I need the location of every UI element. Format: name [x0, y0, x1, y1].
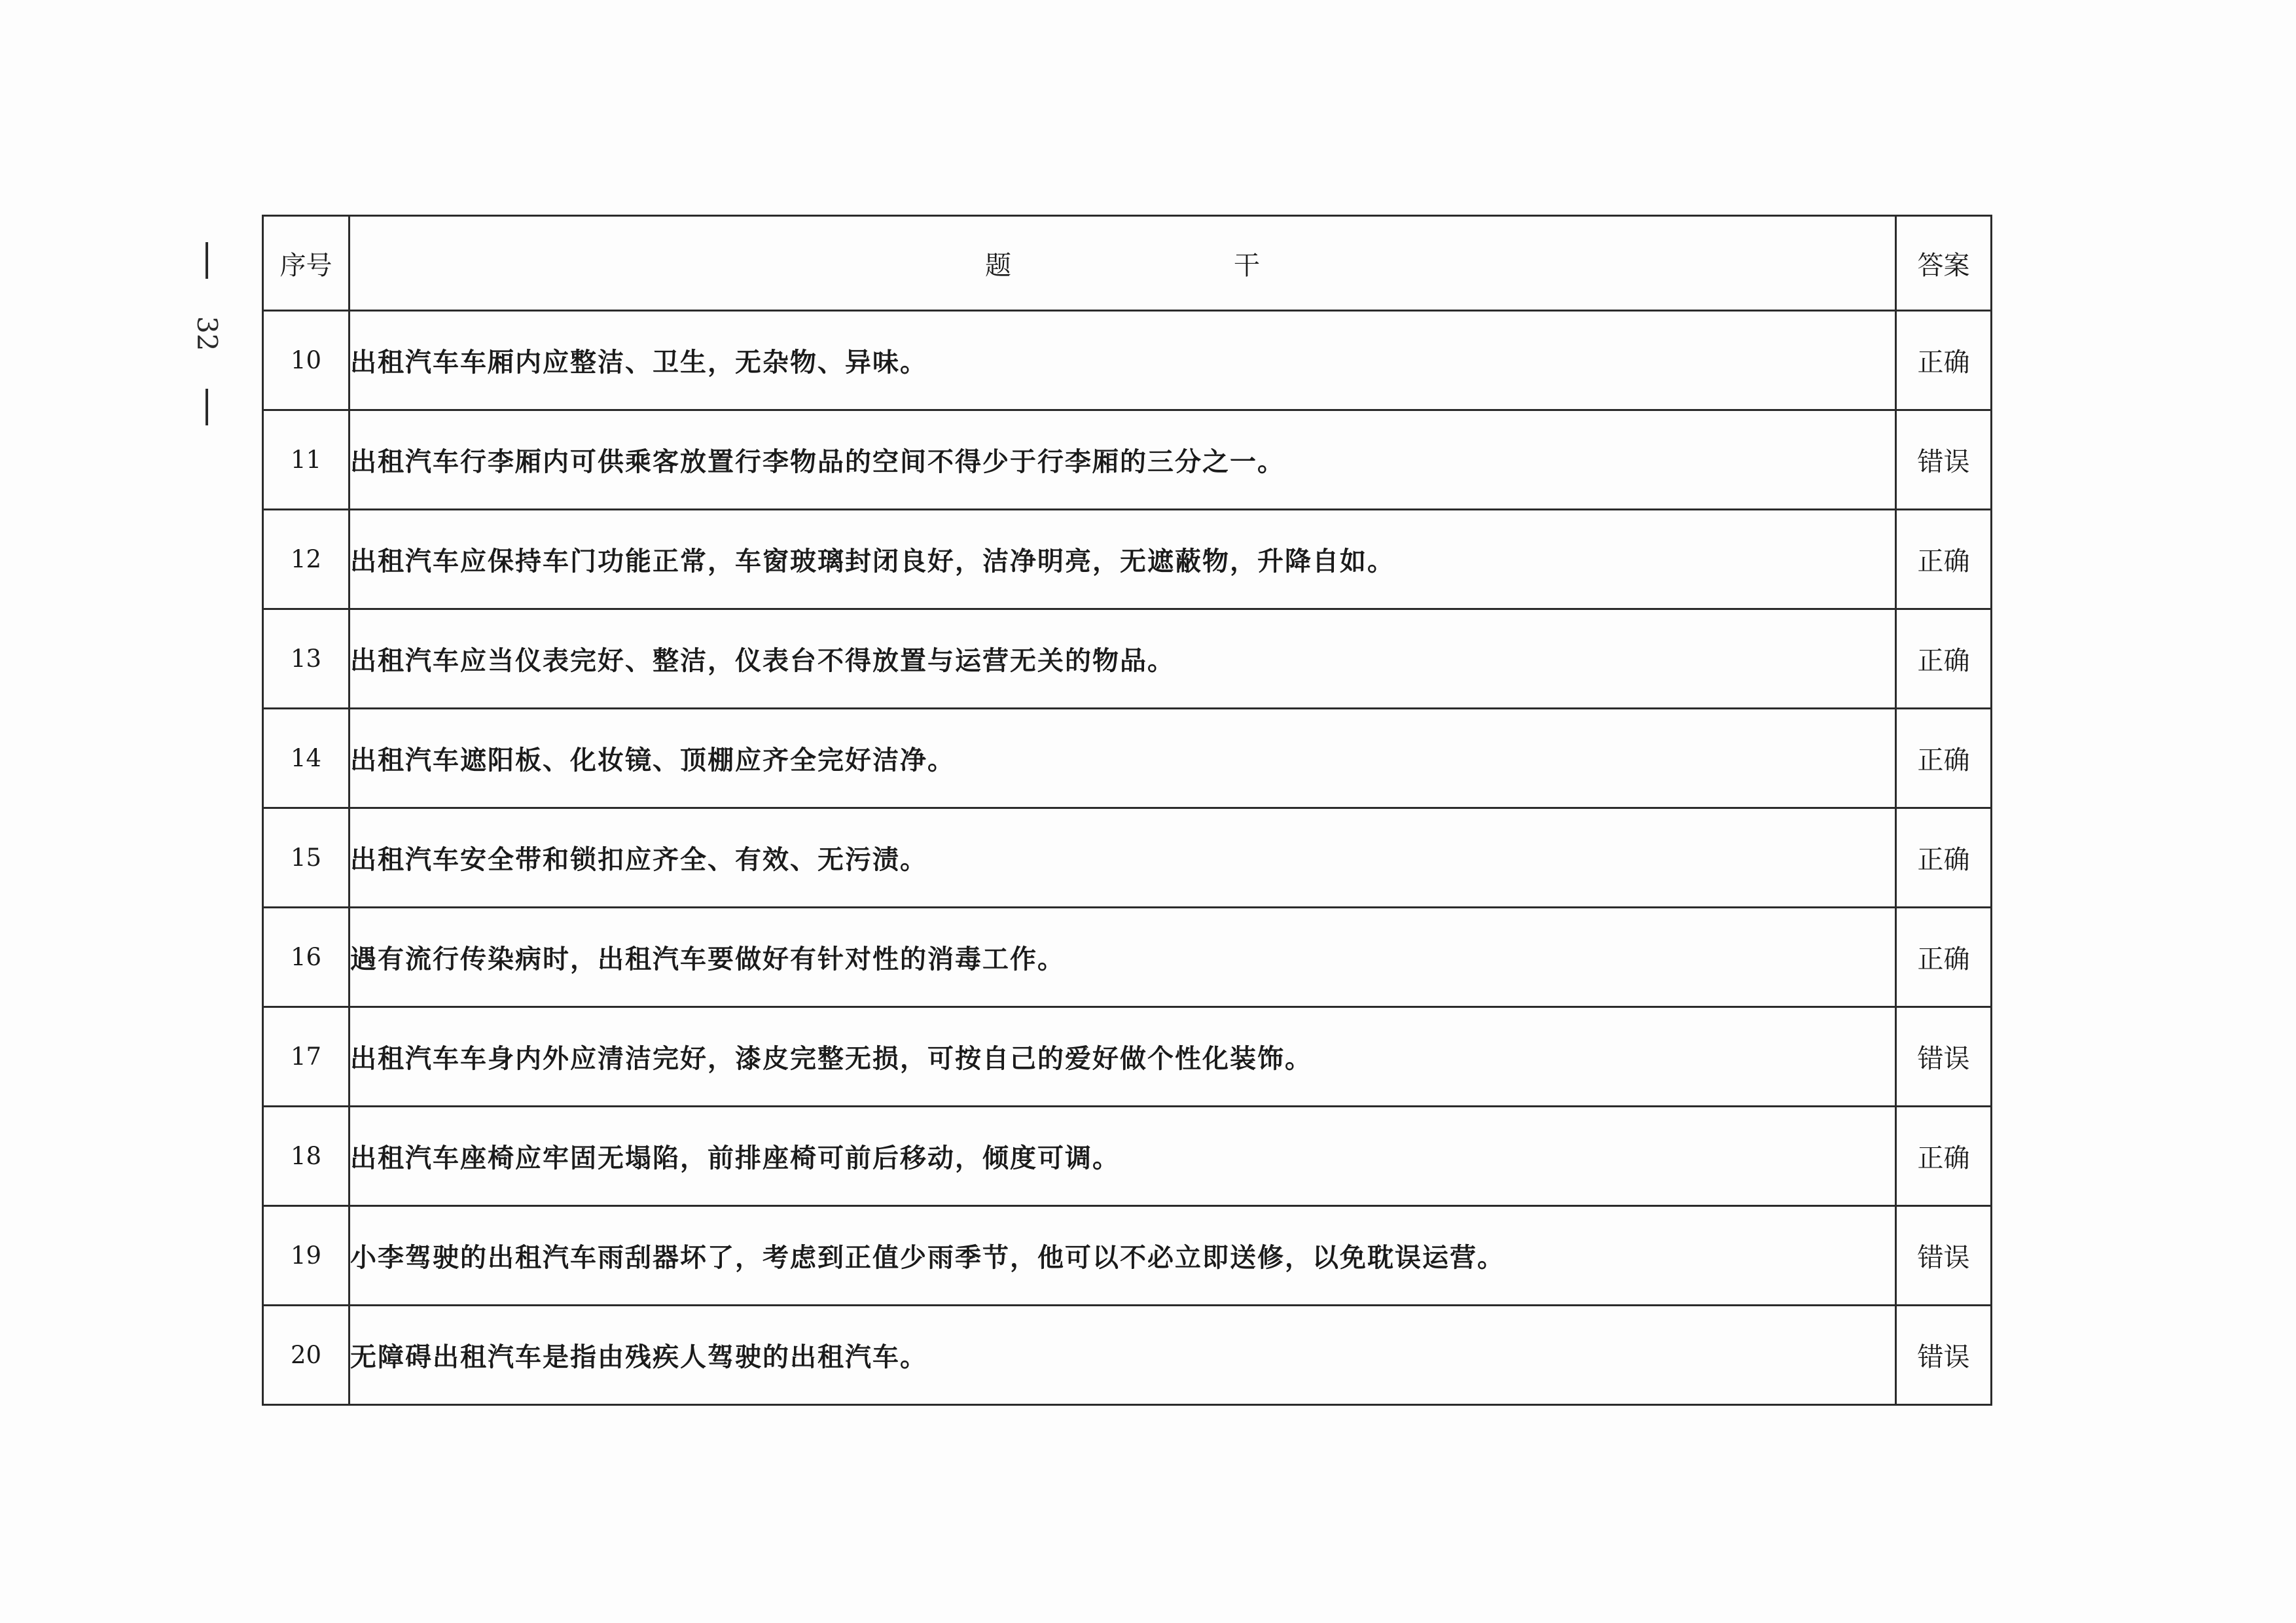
- row-answer: 正确: [1896, 311, 1992, 410]
- header-stem-char-1: 题: [985, 250, 1011, 281]
- quiz-table: [262, 215, 1992, 1406]
- row-stem: 出租汽车应当仪表完好、整洁，仪表台不得放置与运营无关的物品。: [350, 609, 1896, 709]
- row-number: 19: [263, 1206, 350, 1306]
- table-row: [263, 410, 1992, 510]
- row-answer: 正确: [1896, 709, 1992, 808]
- row-answer: 错误: [1896, 1007, 1992, 1107]
- row-stem: 遇有流行传染病时，出租汽车要做好有针对性的消毒工作。: [350, 908, 1896, 1007]
- row-answer: 正确: [1896, 808, 1992, 908]
- row-stem: 出租汽车座椅应牢固无塌陷，前排座椅可前后移动，倾度可调。: [350, 1107, 1896, 1206]
- table-row: [263, 1306, 1992, 1405]
- row-stem: 出租汽车行李厢内可供乘客放置行李物品的空间不得少于行李厢的三分之一。: [350, 410, 1896, 510]
- row-stem: 小李驾驶的出租汽车雨刮器坏了，考虑到正值少雨季节，他可以不必立即送修，以免耽误运营。: [350, 1206, 1896, 1306]
- table-row: [263, 311, 1992, 410]
- row-number: 12: [263, 510, 350, 609]
- table-row: [263, 709, 1992, 808]
- table-row: [263, 510, 1992, 609]
- header-number: 序号: [263, 216, 350, 311]
- table-row: [263, 908, 1992, 1007]
- header-answer: 答案: [1896, 216, 1992, 311]
- row-number: 13: [263, 609, 350, 709]
- page-number: [181, 242, 233, 425]
- row-number: 14: [263, 709, 350, 808]
- table-header-row: [263, 216, 1992, 311]
- row-stem: 出租汽车安全带和锁扣应齐全、有效、无污渍。: [350, 808, 1896, 908]
- header-stem-char-2: 干: [1234, 250, 1260, 281]
- row-stem: 出租汽车应保持车门功能正常，车窗玻璃封闭良好，洁净明亮，无遮蔽物，升降自如。: [350, 510, 1896, 609]
- row-answer: 错误: [1896, 1306, 1992, 1405]
- table-row: [263, 609, 1992, 709]
- header-stem: [350, 216, 1896, 311]
- row-number: 17: [263, 1007, 350, 1107]
- table-row: [263, 1007, 1992, 1107]
- row-number: 15: [263, 808, 350, 908]
- table-row: [263, 1206, 1992, 1306]
- row-answer: 正确: [1896, 908, 1992, 1007]
- row-stem: 出租汽车遮阳板、化妆镜、顶棚应齐全完好洁净。: [350, 709, 1896, 808]
- row-answer: 正确: [1896, 609, 1992, 709]
- page-number-dash-top: [206, 242, 208, 279]
- row-stem: 出租汽车车厢内应整洁、卫生，无杂物、异味。: [350, 311, 1896, 410]
- row-answer: 错误: [1896, 1206, 1992, 1306]
- row-stem: 出租汽车车身内外应清洁完好，漆皮完整无损，可按自己的爱好做个性化装饰。: [350, 1007, 1896, 1107]
- page-number-value: 32: [191, 316, 223, 351]
- row-number: 18: [263, 1107, 350, 1206]
- table-row: [263, 1107, 1992, 1206]
- row-number: 10: [263, 311, 350, 410]
- row-answer: 错误: [1896, 410, 1992, 510]
- row-answer: 正确: [1896, 1107, 1992, 1206]
- row-number: 20: [263, 1306, 350, 1405]
- row-answer: 正确: [1896, 510, 1992, 609]
- page-number-dash-bottom: [206, 389, 208, 425]
- row-number: 11: [263, 410, 350, 510]
- row-stem: 无障碍出租汽车是指由残疾人驾驶的出租汽车。: [350, 1306, 1896, 1405]
- row-number: 16: [263, 908, 350, 1007]
- table-row: [263, 808, 1992, 908]
